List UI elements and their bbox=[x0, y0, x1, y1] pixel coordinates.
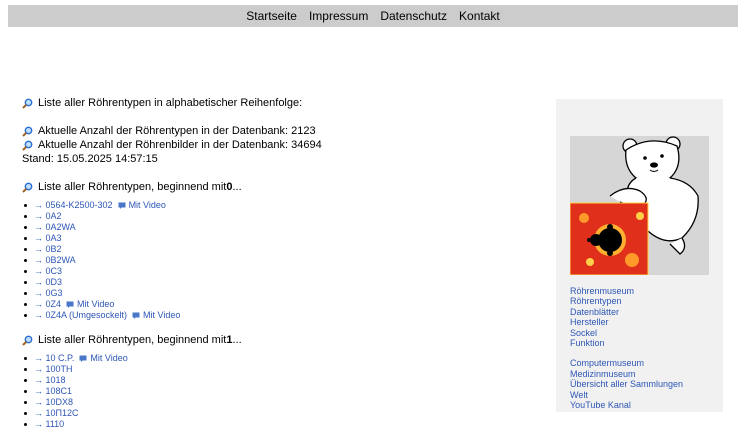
bear-illustration bbox=[570, 136, 709, 275]
book-icon bbox=[66, 301, 74, 308]
tube-link[interactable]: → 0D3 bbox=[34, 277, 63, 287]
tube-link[interactable]: → 0Z4A (Umgesockelt) bbox=[34, 310, 128, 320]
list-item bbox=[34, 211, 542, 222]
list-item bbox=[34, 310, 542, 321]
tube-link[interactable]: → 0Z4 bbox=[34, 299, 62, 309]
stand-timestamp: Stand: 15.05.2025 14:57:15 bbox=[22, 153, 158, 165]
sidebar-link-sammlungen[interactable]: Übersicht aller Sammlungen bbox=[570, 379, 684, 390]
list-item bbox=[34, 386, 542, 397]
sidebar-link-roehrenmuseum[interactable]: Röhrenmuseum bbox=[570, 286, 635, 296]
tube-list bbox=[22, 200, 542, 321]
tube-link[interactable]: → 0B2 bbox=[34, 244, 62, 254]
video-link[interactable]: Mit Video bbox=[66, 299, 114, 309]
list-item bbox=[34, 397, 542, 408]
tube-link[interactable]: → 10DX8 bbox=[34, 397, 74, 407]
list-item bbox=[34, 266, 542, 277]
magnifier-icon bbox=[22, 335, 33, 346]
sidebar bbox=[556, 99, 723, 412]
tube-link[interactable]: → 10 C.P. bbox=[34, 353, 75, 363]
group-1 bbox=[22, 333, 542, 430]
nav-impressum[interactable]: Impressum bbox=[308, 9, 369, 23]
alphabetic-heading: Liste aller Röhrentypen in alphabetischer Reihenfolge: bbox=[22, 96, 542, 110]
nav-startseite[interactable]: Startseite bbox=[246, 9, 297, 23]
nav-datenschutz[interactable]: Datenschutz bbox=[380, 9, 448, 23]
list-item bbox=[34, 375, 542, 386]
sidebar-links bbox=[570, 286, 683, 410]
sidebar-link-hersteller[interactable]: Hersteller bbox=[570, 317, 609, 328]
sidebar-link-sockel[interactable]: Sockel bbox=[570, 327, 598, 338]
list-item bbox=[34, 299, 542, 310]
sidebar-link-welt[interactable]: Welt bbox=[570, 389, 588, 400]
sidebar-link-youtube[interactable]: YouTube Kanal bbox=[570, 400, 631, 411]
video-link[interactable]: Mit Video bbox=[79, 353, 127, 363]
book-icon bbox=[79, 355, 87, 362]
sidebar-link-funktion[interactable]: Funktion bbox=[570, 338, 605, 349]
tube-link[interactable]: → 0B2WA bbox=[34, 255, 76, 265]
list-item bbox=[34, 233, 542, 244]
list-item bbox=[34, 222, 542, 233]
top-navigation bbox=[8, 5, 738, 27]
group-heading: Liste aller Röhrentypen, beginnend mit 0 ... bbox=[22, 180, 542, 194]
tube-link[interactable]: → 1018 bbox=[34, 375, 66, 385]
sidebar-link-datenblaetter[interactable]: Datenblätter bbox=[570, 306, 620, 317]
sidebar-link-medizinmuseum[interactable]: Medizinmuseum bbox=[570, 368, 636, 379]
book-icon bbox=[118, 202, 126, 209]
list-item bbox=[34, 419, 542, 430]
group-heading: Liste aller Röhrentypen, beginnend mit 1 ... bbox=[22, 333, 542, 347]
book-icon bbox=[132, 312, 140, 319]
group-0 bbox=[22, 180, 542, 321]
main-content bbox=[22, 96, 542, 430]
list-item bbox=[34, 200, 542, 211]
sidebar-link-roehrentypen[interactable]: Röhrentypen bbox=[570, 296, 622, 307]
video-link[interactable]: Mit Video bbox=[132, 310, 180, 320]
tube-link[interactable]: → 0A2WA bbox=[34, 222, 76, 232]
count-types: Aktuelle Anzahl der Röhrentypen in der Datenbank: 2123 bbox=[22, 124, 542, 138]
tube-link[interactable]: → 100TH bbox=[34, 364, 73, 374]
bear-mandelbrot-logo bbox=[570, 136, 709, 280]
magnifier-icon bbox=[22, 98, 33, 109]
list-item bbox=[34, 288, 542, 299]
magnifier-icon bbox=[22, 182, 33, 193]
tube-link[interactable]: → 0C3 bbox=[34, 266, 63, 276]
list-item bbox=[34, 353, 542, 364]
tube-link[interactable]: → 0G3 bbox=[34, 288, 63, 298]
magnifier-icon bbox=[22, 140, 33, 151]
video-link[interactable]: Mit Video bbox=[118, 200, 166, 210]
list-item bbox=[34, 244, 542, 255]
tube-link[interactable]: → 0A3 bbox=[34, 233, 62, 243]
magnifier-icon bbox=[22, 126, 33, 137]
list-item bbox=[34, 255, 542, 266]
tube-link[interactable]: → 0564-K2500-302 bbox=[34, 200, 113, 210]
tube-link[interactable]: → 108C1 bbox=[34, 386, 73, 396]
list-item bbox=[34, 364, 542, 375]
tube-link[interactable]: → 0A2 bbox=[34, 211, 62, 221]
count-images: Aktuelle Anzahl der Röhrenbilder in der Datenbank: 34694 bbox=[22, 138, 542, 152]
tube-link[interactable]: → 10П12С bbox=[34, 408, 79, 418]
list-item bbox=[34, 408, 542, 419]
list-item bbox=[34, 277, 542, 288]
tube-list bbox=[22, 353, 542, 430]
tube-link[interactable]: → 1110 bbox=[34, 419, 65, 429]
nav-kontakt[interactable]: Kontakt bbox=[459, 9, 500, 23]
sidebar-link-computermuseum[interactable]: Computermuseum bbox=[570, 358, 645, 369]
